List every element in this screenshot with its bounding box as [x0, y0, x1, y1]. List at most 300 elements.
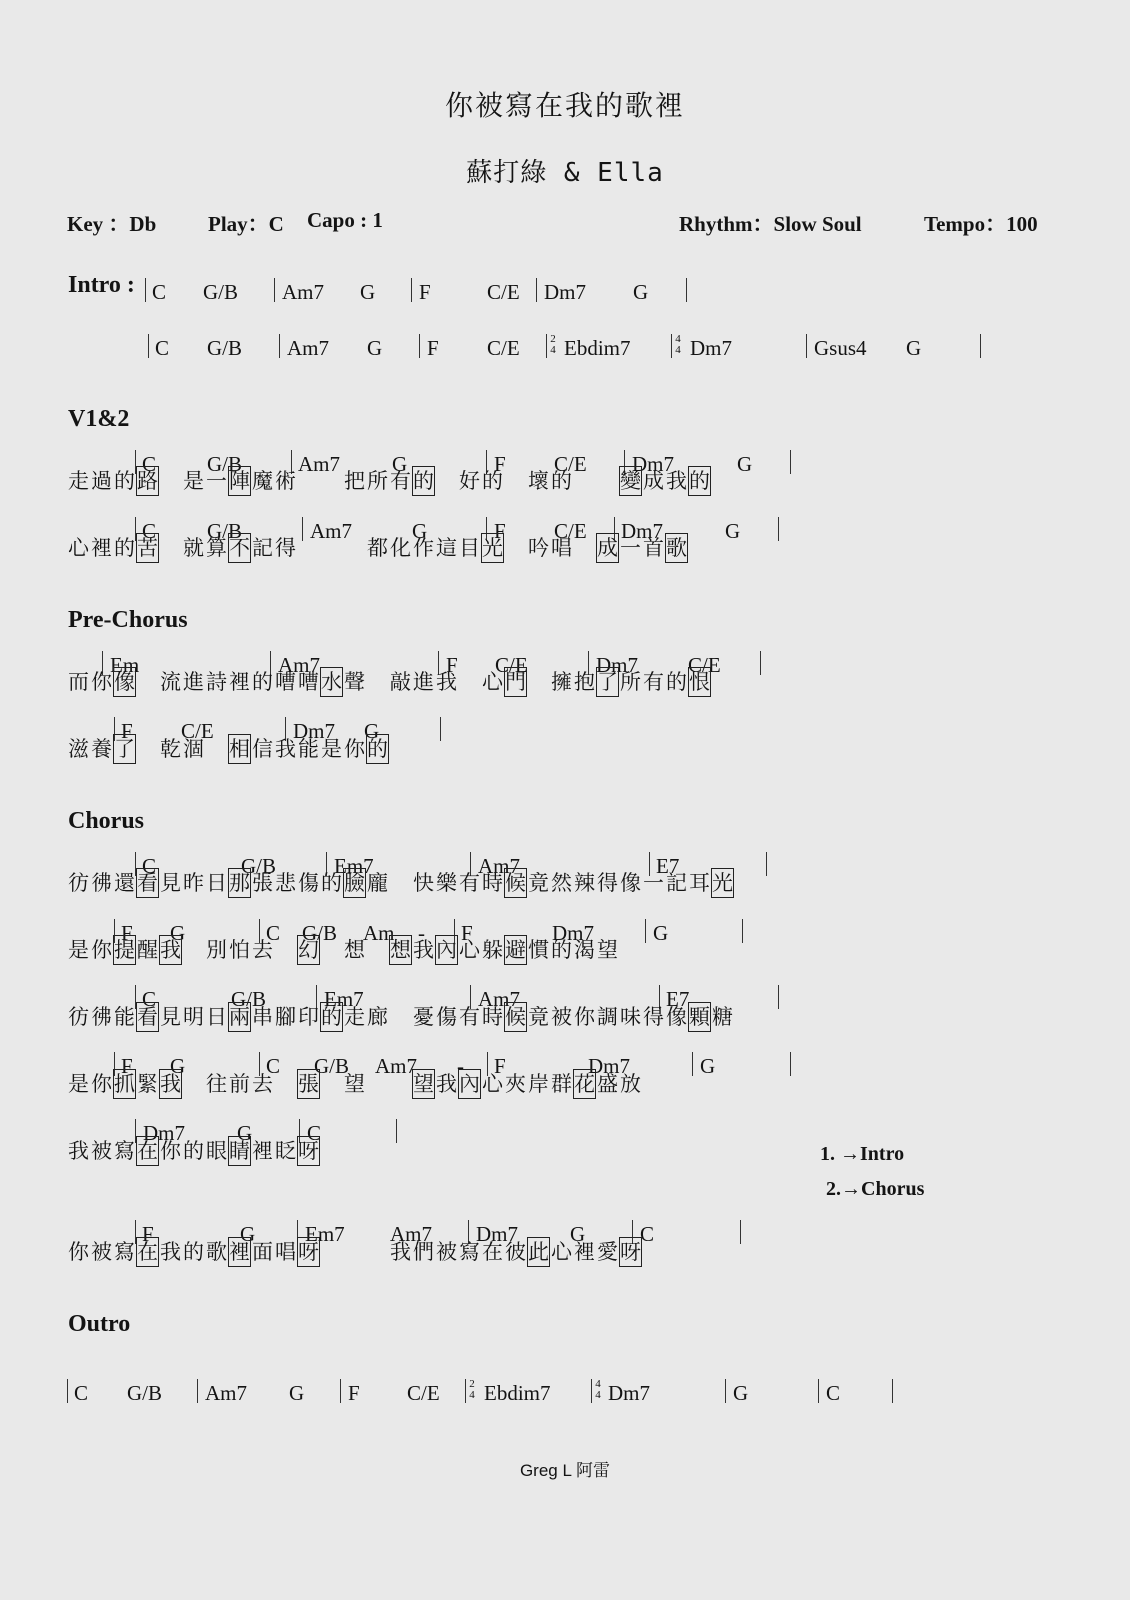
- lyric-char: 耳: [689, 871, 710, 895]
- section-outro: Outro: [68, 1311, 131, 1337]
- lyric-char: 想: [344, 938, 365, 962]
- lyric-char: 水: [320, 667, 343, 697]
- lyric-char: 能: [114, 1005, 135, 1029]
- lyric-char: 味: [620, 1005, 641, 1029]
- lyric-char: 嘈: [275, 670, 296, 694]
- lyric-char: 心: [68, 536, 89, 560]
- chord: G/B: [207, 336, 243, 360]
- chord: G: [367, 336, 383, 360]
- lyric-char: 算: [206, 536, 227, 560]
- lyric-char: 往: [206, 1072, 227, 1096]
- lyric-char: 我: [666, 469, 687, 493]
- chord: F: [419, 280, 431, 304]
- chord: G/B: [314, 1054, 350, 1078]
- chord: Em7: [305, 1222, 345, 1246]
- song-title: 你被寫在我的歌裡: [444, 89, 685, 122]
- chord: C/E: [181, 719, 214, 743]
- bar-line: [396, 1119, 397, 1143]
- lyric-char: 路: [136, 466, 159, 496]
- lyric-char: 的: [666, 670, 687, 694]
- chord: F: [142, 1222, 154, 1246]
- lyric-char: 有: [459, 871, 480, 895]
- bar-line: [440, 717, 441, 741]
- lyric-char: 心: [459, 938, 480, 962]
- chord: Em7: [324, 987, 364, 1011]
- lyric-char: 有: [459, 1005, 480, 1029]
- lyric-char: 裡: [574, 1240, 595, 1264]
- bar-line: [411, 278, 412, 302]
- bar-line: [740, 1220, 741, 1244]
- rhythm-label: Rhythm：Slow Soul: [679, 212, 862, 236]
- lyric-char: 彿: [91, 871, 112, 895]
- lyric-char: 張: [252, 871, 273, 895]
- lyric-char: 躲: [482, 938, 503, 962]
- lyric-char: 得: [275, 536, 296, 560]
- tempo-label: Tempo：100: [924, 212, 1038, 236]
- lyric-char: 是: [68, 938, 89, 962]
- lyric-char: 一: [620, 536, 641, 560]
- chord: Am7: [287, 336, 329, 360]
- bar-line: [274, 278, 275, 302]
- lyric-char: 見: [160, 871, 181, 895]
- lyric-char: 彷: [68, 1005, 89, 1029]
- lyric-line: [67, 868, 734, 898]
- lyric-char: 看: [136, 1002, 159, 1032]
- lyric-char: 了: [596, 667, 619, 697]
- chord: Dm7: [608, 1381, 650, 1405]
- key-label: Key ：Db: [67, 212, 157, 236]
- lyric-char: 裡: [91, 536, 112, 560]
- lyric-char: 唱: [275, 1240, 296, 1264]
- lyric-char: 是: [321, 737, 342, 761]
- chord: Am7: [278, 653, 320, 677]
- lyric-char: 抓: [113, 1069, 136, 1099]
- lyric-char: 心: [551, 1240, 572, 1264]
- lyric-char: 內: [435, 935, 458, 965]
- chord: Dm7: [621, 519, 663, 543]
- chord: Am7: [310, 519, 352, 543]
- chord: F: [494, 1054, 506, 1078]
- chord: Dm7: [143, 1121, 185, 1145]
- lyric-char: 乾: [160, 737, 181, 761]
- lyric-char: 我: [159, 1069, 182, 1099]
- lyric-char: 像: [666, 1005, 687, 1029]
- lyric-char: 我: [275, 737, 296, 761]
- lyric-char: 你: [344, 737, 365, 761]
- lyric-line: [67, 935, 619, 965]
- lyric-char: 走: [68, 469, 89, 493]
- lyric-char: 養: [91, 737, 112, 761]
- section-intro: Intro :: [68, 272, 135, 298]
- lyric-char: 首: [643, 536, 664, 560]
- lyric-char: 悲: [275, 871, 296, 895]
- lyric-char: 去: [252, 938, 273, 962]
- section-verse: V1&2: [68, 406, 130, 432]
- bar-line: [279, 334, 280, 358]
- chord: F: [348, 1381, 360, 1405]
- lyric-char: 你: [574, 1005, 595, 1029]
- lyric-char: 像: [620, 871, 641, 895]
- lyric-char: 信: [252, 737, 273, 761]
- lyric-char: 我: [159, 935, 182, 965]
- lyric-char: 吟: [528, 536, 549, 560]
- lyric-char: 有: [643, 670, 664, 694]
- lyric-char: 歌: [665, 533, 688, 563]
- lyric-char: 一: [206, 469, 227, 493]
- chord: G/B: [241, 854, 277, 878]
- lyric-char: 憂: [413, 1005, 434, 1029]
- lyric-char: 一: [643, 871, 664, 895]
- lyric-line: [67, 1136, 320, 1166]
- lyric-char: 唱: [551, 536, 572, 560]
- lyric-char: 彿: [91, 1005, 112, 1029]
- lyric-char: 彼: [505, 1240, 526, 1264]
- chord: G/B: [207, 519, 243, 543]
- lyric-char: 的: [366, 734, 389, 764]
- bar-line: [645, 919, 646, 943]
- lyric-char: 面: [252, 1240, 273, 1264]
- chord: Ebdim7: [484, 1381, 551, 1405]
- chord: Dm7: [690, 336, 732, 360]
- lyric-char: 岸: [528, 1072, 549, 1096]
- lyric-line: [67, 1002, 734, 1032]
- lyric-char: 就: [183, 536, 204, 560]
- lyric-char: 裡: [252, 1139, 273, 1163]
- lyric-char: 顆: [688, 1002, 711, 1032]
- bar-line: [145, 278, 146, 302]
- chord: Gsus4: [814, 336, 867, 360]
- chord: F: [494, 519, 506, 543]
- lyric-char: 你: [91, 670, 112, 694]
- lyric-char: 像: [113, 667, 136, 697]
- lyric-char: 是: [68, 1072, 89, 1096]
- play-label: Play：C: [208, 212, 284, 236]
- lyric-char: 詩: [206, 670, 227, 694]
- chord: F: [494, 452, 506, 476]
- lyric-char: 的: [252, 670, 273, 694]
- lyric-char: 然: [551, 871, 572, 895]
- bar-line: [790, 1052, 791, 1076]
- chord: G/B: [302, 921, 338, 945]
- credit: Greg L 阿雷: [519, 1461, 611, 1480]
- chord: C: [266, 921, 281, 945]
- chord: G: [906, 336, 922, 360]
- lyric-char: 臉: [343, 868, 366, 898]
- lyric-char: 時: [482, 871, 503, 895]
- lyric-char: 相: [228, 734, 251, 764]
- chord: G/B: [203, 280, 239, 304]
- lyric-char: 內: [458, 1069, 481, 1099]
- lyric-char: 滋: [68, 737, 89, 761]
- chord: Dm7: [596, 653, 638, 677]
- lyric-char: 陣: [228, 466, 251, 496]
- lyric-char: 還: [114, 871, 135, 895]
- chord: C/E: [487, 336, 520, 360]
- lyric-char: 彷: [68, 871, 89, 895]
- lyric-char: 別: [206, 938, 227, 962]
- lyric-char: 時: [482, 1005, 503, 1029]
- chord: G: [570, 1222, 586, 1246]
- time-signature: 2 4: [469, 1378, 475, 1401]
- chord: F: [461, 921, 473, 945]
- lyric-char: 裡: [228, 1237, 251, 1267]
- lyric-char: 得: [643, 1005, 664, 1029]
- lyric-char: 傷: [298, 871, 319, 895]
- lyric-char: 所: [367, 469, 388, 493]
- lyric-char: 走: [344, 1005, 365, 1029]
- chord: C: [142, 519, 157, 543]
- lyric-line: [67, 466, 711, 496]
- lyric-char: 在: [482, 1240, 503, 1264]
- lyric-char: 看: [136, 868, 159, 898]
- lyric-char: 心: [482, 670, 503, 694]
- bar-line: [806, 334, 807, 358]
- lyric-char: 的: [688, 466, 711, 496]
- lyric-char: 聲: [344, 670, 365, 694]
- chord: Dm7: [588, 1054, 630, 1078]
- chord: Dm7: [632, 452, 674, 476]
- lyric-char: 我: [436, 670, 457, 694]
- bar-line: [692, 1052, 693, 1076]
- lyric-char: 寫: [459, 1240, 480, 1264]
- chord: G: [733, 1381, 749, 1405]
- chord: G: [653, 921, 669, 945]
- lyric-char: 流: [160, 670, 181, 694]
- time-signature: 4 4: [595, 1378, 601, 1401]
- lyric-char: 明: [183, 1005, 204, 1029]
- lyric-char: 術: [275, 469, 296, 493]
- lyric-char: 快: [413, 871, 434, 895]
- chord: Dm7: [544, 280, 586, 304]
- bar-line: [766, 852, 767, 876]
- lyric-line: [67, 533, 688, 563]
- bar-line: [760, 651, 761, 675]
- lyric-char: 歌: [206, 1240, 227, 1264]
- lyric-char: 想: [389, 935, 412, 965]
- chord: G: [725, 519, 741, 543]
- lyric-char: 呀: [297, 1237, 320, 1267]
- chord: C/E: [554, 452, 587, 476]
- chord: Am: [363, 921, 395, 945]
- chord: C: [155, 336, 170, 360]
- chord: G: [412, 519, 428, 543]
- bar-line: [725, 1379, 726, 1403]
- nav-intro: 1. →Intro: [820, 1143, 905, 1165]
- chord: Am7: [298, 452, 340, 476]
- lyric-char: 光: [711, 868, 734, 898]
- chord: G: [392, 452, 408, 476]
- lyric-char: 化: [390, 536, 411, 560]
- lyric-char: 呀: [297, 1136, 320, 1166]
- lyric-char: 望: [412, 1069, 435, 1099]
- lyric-char: 竟: [528, 871, 549, 895]
- chord: Dm7: [476, 1222, 518, 1246]
- lyric-char: 花: [573, 1069, 596, 1099]
- chord: G: [633, 280, 649, 304]
- lyric-char: 有: [390, 469, 411, 493]
- chord: G: [360, 280, 376, 304]
- lyric-char: 記: [666, 871, 687, 895]
- lyric-char: 放: [620, 1072, 641, 1096]
- lyric-char: 苦: [136, 533, 159, 563]
- lyric-char: 都: [367, 536, 388, 560]
- lyric-char: 在: [136, 1237, 159, 1267]
- chord: Ebdim7: [564, 336, 631, 360]
- lyric-char: 抱: [574, 670, 595, 694]
- lyric-char: 望: [597, 938, 618, 962]
- lyric-char: 的: [320, 1002, 343, 1032]
- lyric-char: 印: [298, 1005, 319, 1029]
- lyric-char: 你: [160, 1139, 181, 1163]
- bar-line: [778, 985, 779, 1009]
- lyric-char: 的: [412, 466, 435, 496]
- lyric-char: 擁: [551, 670, 572, 694]
- bar-line: [686, 278, 687, 302]
- chord: F: [121, 719, 133, 743]
- lyric-char: 夾: [505, 1072, 526, 1096]
- chord: Em7: [334, 854, 374, 878]
- bar-line: [148, 334, 149, 358]
- chord: C: [142, 854, 157, 878]
- section-chorus: Chorus: [68, 808, 145, 834]
- lyric-char: 涸: [183, 737, 204, 761]
- bar-line: [892, 1379, 893, 1403]
- lyric-char: 敲: [390, 670, 411, 694]
- chord: G: [737, 452, 753, 476]
- capo-label: Capo : 1: [307, 208, 383, 232]
- lyric-char: 這: [436, 536, 457, 560]
- lyric-line: [67, 1237, 642, 1267]
- lyric-char: 群: [551, 1072, 572, 1096]
- chord: G/B: [231, 987, 267, 1011]
- chord: C/E: [487, 280, 520, 304]
- lyric-char: 成: [596, 533, 619, 563]
- chord: F: [121, 921, 133, 945]
- chord: E7: [666, 987, 690, 1011]
- lyric-char: 進: [413, 670, 434, 694]
- time-signature: 2 4: [550, 333, 556, 356]
- lyric-char: 的: [321, 871, 342, 895]
- bar-line: [778, 517, 779, 541]
- lyric-char: 去: [252, 1072, 273, 1096]
- lyric-char: 記: [252, 536, 273, 560]
- lyric-char: 盛: [597, 1072, 618, 1096]
- lyric-char: 寫: [114, 1240, 135, 1264]
- lyric-char: 心: [482, 1072, 503, 1096]
- lyric-char: 前: [229, 1072, 250, 1096]
- chord: C: [152, 280, 167, 304]
- lyric-char: 候: [504, 868, 527, 898]
- chord: C: [142, 452, 157, 476]
- lyric-char: 的: [551, 938, 572, 962]
- lyric-char: 壞: [528, 469, 549, 493]
- chord: G: [170, 921, 186, 945]
- lyric-char: 恨: [688, 667, 711, 697]
- chord: C: [266, 1054, 281, 1078]
- lyric-char: 門: [504, 667, 527, 697]
- lyric-char: 光: [481, 533, 504, 563]
- bar-line: [197, 1379, 198, 1403]
- chord: Am7: [205, 1381, 247, 1405]
- lyric-char: 你: [68, 1240, 89, 1264]
- chord: C: [307, 1121, 322, 1145]
- lyric-char: 目: [459, 536, 480, 560]
- lyric-char: 愛: [597, 1240, 618, 1264]
- lyric-char: 避: [504, 935, 527, 965]
- nav-chorus: 2.→Chorus: [826, 1178, 925, 1200]
- chord: Dm7: [552, 921, 594, 945]
- section-prechorus: Pre-Chorus: [68, 607, 188, 633]
- lyric-char: 我: [390, 1240, 411, 1264]
- lyric-char: 見: [160, 1005, 181, 1029]
- bar-line: [980, 334, 981, 358]
- chord: Am7: [478, 854, 520, 878]
- lyric-char: 的: [551, 469, 572, 493]
- lyric-char: 進: [183, 670, 204, 694]
- lyric-char: 被: [436, 1240, 457, 1264]
- lyric-line: [67, 667, 711, 697]
- lyric-char: 廊: [367, 1005, 388, 1029]
- lyric-char: 我: [436, 1072, 457, 1096]
- lyric-char: 在: [136, 1136, 159, 1166]
- lyric-char: 被: [551, 1005, 572, 1029]
- chord: C/E: [495, 653, 528, 677]
- bar-line: [67, 1379, 68, 1403]
- lyric-char: 被: [91, 1139, 112, 1163]
- chord: Am7: [390, 1222, 432, 1246]
- lyric-char: 得: [597, 871, 618, 895]
- lyric-char: 提: [113, 935, 136, 965]
- lyric-char: 日: [206, 1005, 227, 1029]
- chord: G: [170, 1054, 186, 1078]
- lyric-char: 辣: [574, 871, 595, 895]
- lyric-char: 的: [114, 536, 135, 560]
- lyric-char: 好: [459, 469, 480, 493]
- lyric-char: 呀: [619, 1237, 642, 1267]
- lyric-char: 你: [91, 1072, 112, 1096]
- lyric-char: 了: [113, 734, 136, 764]
- chord: C: [640, 1222, 655, 1246]
- lyric-char: 裡: [229, 670, 250, 694]
- lyric-char: 昨: [183, 871, 204, 895]
- chord: -: [457, 1054, 464, 1078]
- lyric-line: [67, 1069, 642, 1099]
- lyric-char: 糖: [712, 1005, 733, 1029]
- chord: F: [427, 336, 439, 360]
- bar-line: [419, 334, 420, 358]
- chord: G: [240, 1222, 256, 1246]
- lyric-char: 樂: [436, 871, 457, 895]
- bar-line: [536, 278, 537, 302]
- chord: Dm7: [293, 719, 335, 743]
- lyric-line: [67, 734, 389, 764]
- lyric-char: 兩: [228, 1002, 251, 1032]
- song-artist: 蘇打綠 & Ella: [466, 158, 664, 188]
- lyric-char: 日: [206, 871, 227, 895]
- chord: C: [826, 1381, 841, 1405]
- lyric-char: 望: [344, 1072, 365, 1096]
- lyric-char: 不: [228, 533, 251, 563]
- lyric-char: 腳: [275, 1005, 296, 1029]
- lyric-char: 竟: [528, 1005, 549, 1029]
- chord: E7: [656, 854, 680, 878]
- chord: C: [74, 1381, 89, 1405]
- lyric-char: 串: [252, 1005, 273, 1029]
- lyric-char: 那: [228, 868, 251, 898]
- chord: C/E: [407, 1381, 440, 1405]
- lyric-char: 成: [643, 469, 664, 493]
- lyric-char: 的: [183, 1240, 204, 1264]
